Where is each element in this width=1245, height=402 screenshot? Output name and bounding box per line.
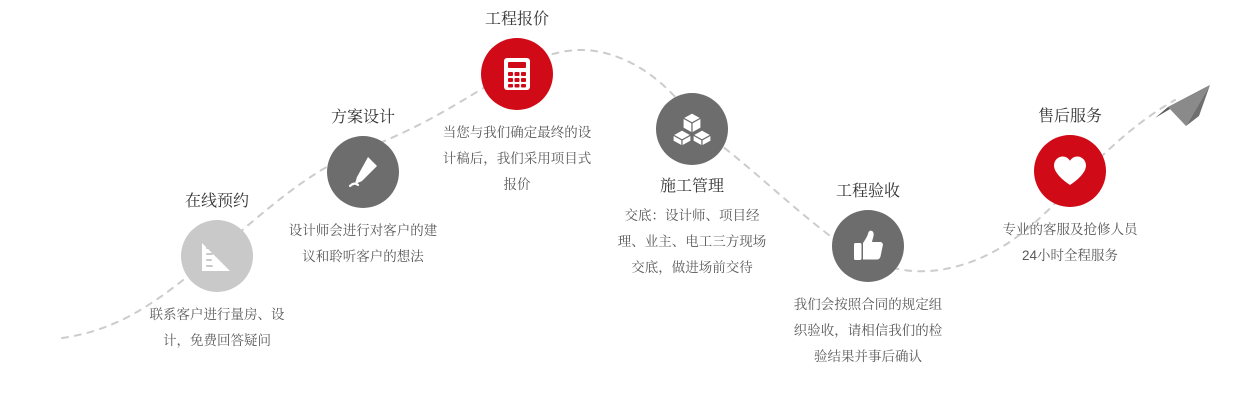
step-construction-management: [604, 85, 780, 281]
step-project-acceptance: [784, 182, 952, 370]
step-description: 设计师会进行对客户的建议和聆听客户的想法: [288, 223, 438, 264]
step-description: 我们会按照合同的规定组织验收，请相信我们的检验结果并事后确认: [793, 297, 943, 364]
step-title: 在线预约: [184, 193, 249, 210]
step-plan-design: [283, 108, 443, 270]
step-online-booking: [137, 192, 297, 354]
pen-icon: [327, 136, 399, 208]
step-description: 联系客户进行量房、设计，免费回答疑问: [149, 307, 285, 348]
calculator-icon: [481, 38, 553, 110]
arrow-head-icon: [1155, 85, 1210, 126]
step-title: 售后服务: [1037, 108, 1102, 125]
step-project-quotation: [437, 10, 597, 198]
ruler-icon: [181, 220, 253, 292]
step-title: 施工管理: [659, 178, 724, 195]
heart-icon: [1034, 135, 1106, 207]
thumbs-up-icon: [832, 210, 904, 282]
step-description: 专业的客服及抢修人员24小时全程服务: [1002, 222, 1138, 263]
step-description: 交底：设计师、项目经理、业主、电工三方现场交底，做进场前交待: [617, 208, 767, 275]
step-after-sales-service: [990, 107, 1150, 269]
step-title: 工程报价: [484, 11, 549, 28]
step-title: 方案设计: [330, 109, 395, 126]
step-description: 当您与我们确定最终的设计稿后，我们采用项目式报价: [442, 125, 592, 192]
boxes-icon: [656, 93, 728, 165]
step-title: 工程验收: [835, 183, 900, 200]
